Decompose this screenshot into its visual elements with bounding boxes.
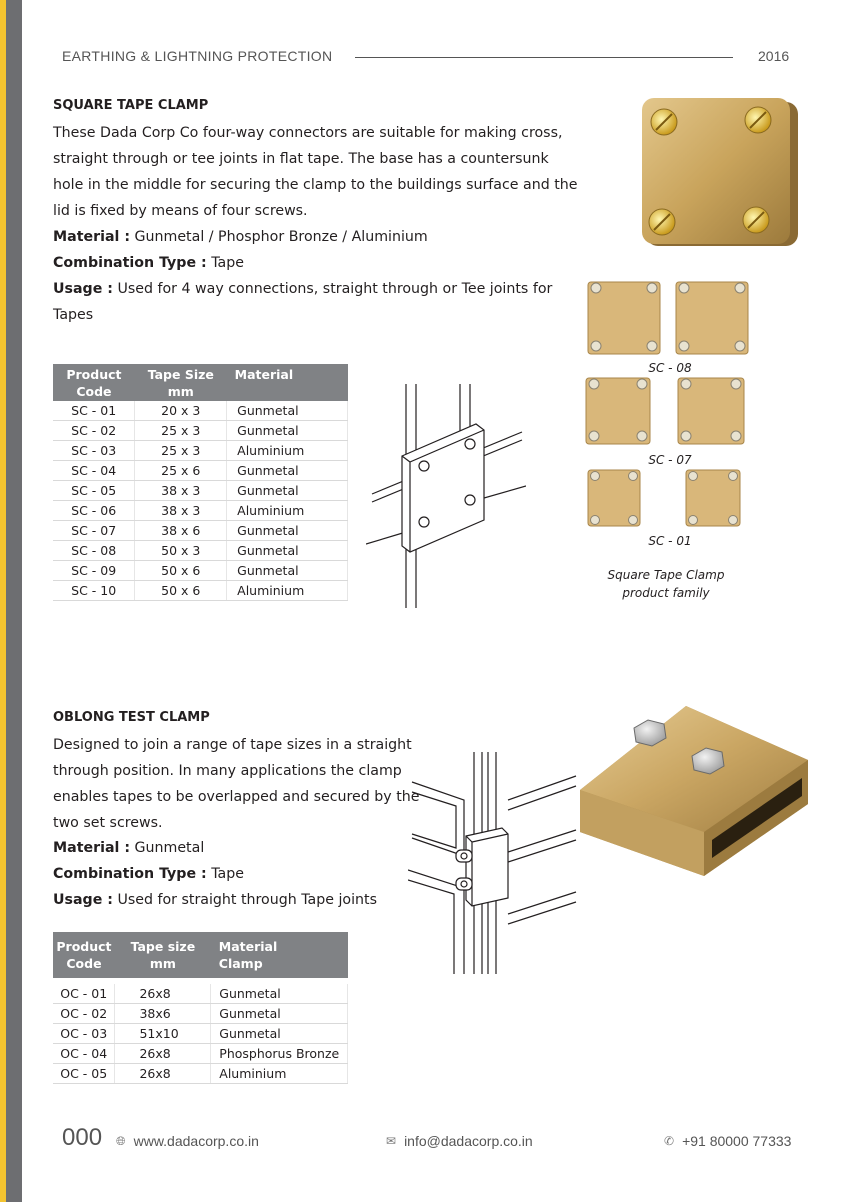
website-link[interactable]: www.dadacorp.co.in xyxy=(133,1133,259,1149)
square-section-title: SQUARE TAPE CLAMP xyxy=(53,98,209,113)
oblong-description-line: through position. In many applications the clamp xyxy=(53,763,402,779)
table-row: SC - 05 38 x 3 Gunmetal xyxy=(53,481,348,501)
oblong-description-line: Designed to join a range of tape sizes in a straight xyxy=(53,737,412,753)
oblong-combination-label: Combination Type : xyxy=(53,866,207,882)
header-rule xyxy=(355,57,733,58)
square-description-line: These Dada Corp Co four-way connectors are suitable for making cross, xyxy=(53,125,563,141)
page-number: 000 xyxy=(62,1124,103,1151)
oblong-section-title: OBLONG TEST CLAMP xyxy=(53,710,210,725)
square-product-table xyxy=(53,364,348,601)
square-combination xyxy=(53,255,244,271)
sc-01-photo xyxy=(582,466,752,530)
page-edge-bar xyxy=(0,0,22,1202)
oblong-material-value: Gunmetal xyxy=(134,840,205,856)
square-material xyxy=(53,229,428,245)
square-combination-label: Combination Type : xyxy=(53,255,207,271)
sc-07-photo xyxy=(582,374,752,448)
square-description-line: hole in the middle for securing the clamp to the buildings surface and the xyxy=(53,177,578,193)
table-row: SC - 02 25 x 3 Gunmetal xyxy=(53,421,348,441)
table-row: SC - 01 20 x 3 Gunmetal xyxy=(53,401,348,421)
table-row: SC - 10 50 x 6 Aluminium xyxy=(53,581,348,601)
phone-number[interactable]: +91 80000 77333 xyxy=(682,1133,792,1149)
family-label-sc-08: SC - 08 xyxy=(648,361,692,375)
square-material-label: Material : xyxy=(53,229,131,245)
globe-icon: 🌐︎ xyxy=(116,1133,126,1148)
table-row: OC - 03 51x10 Gunmetal xyxy=(53,1024,348,1044)
square-combination-value: Tape xyxy=(211,255,244,271)
email-link[interactable]: info@dadacorp.co.in xyxy=(404,1133,533,1149)
square-usage-value: Used for 4 way connections, straight through or Tee joints for xyxy=(117,281,553,297)
square-material-value: Gunmetal / Phosphor Bronze / Aluminium xyxy=(134,229,428,245)
col-header-material: Material xyxy=(227,364,348,401)
oblong-clamp-photo xyxy=(576,700,812,878)
oblong-clamp-installation-drawing xyxy=(408,752,580,974)
family-label-sc-07: SC - 07 xyxy=(648,453,692,467)
col-header-product-code: Product Code xyxy=(53,932,115,978)
oblong-description-line: enables tapes to be overlapped and secured by the xyxy=(53,789,420,805)
table-row: OC - 01 26x8 Gunmetal xyxy=(53,984,348,1004)
footer-phone[interactable] xyxy=(664,1133,791,1149)
sc-08-photo xyxy=(582,278,752,360)
square-usage-continued: Tapes xyxy=(53,307,94,323)
col-header-product-code: Product Code xyxy=(53,364,135,401)
footer-website[interactable] xyxy=(116,1133,259,1149)
oblong-combination xyxy=(53,866,244,882)
table-row: SC - 04 25 x 6 Gunmetal xyxy=(53,461,348,481)
family-caption: Square Tape Clamp product family xyxy=(607,568,725,600)
square-description xyxy=(53,120,578,224)
col-header-tape-size: Tape Size mm xyxy=(135,364,227,401)
table-row: SC - 06 38 x 3 Aluminium xyxy=(53,501,348,521)
header-title: EARTHING & LIGHTNING PROTECTION xyxy=(62,48,333,64)
oblong-description-line: two set screws. xyxy=(53,815,163,831)
phone-icon: ✆ xyxy=(664,1134,675,1148)
table-row: SC - 09 50 x 6 Gunmetal xyxy=(53,561,348,581)
footer-email[interactable] xyxy=(386,1133,533,1149)
square-usage xyxy=(53,281,552,297)
table-row: SC - 08 50 x 3 Gunmetal xyxy=(53,541,348,561)
square-description-line: straight through or tee joints in flat tape. The base has a countersunk xyxy=(53,151,549,167)
header-year: 2016 xyxy=(758,48,790,64)
oblong-usage-value: Used for straight through Tape joints xyxy=(117,892,378,908)
family-label-sc-01: SC - 01 xyxy=(648,534,692,548)
square-clamp-photo xyxy=(640,96,800,250)
col-header-material-clamp: Material Clamp xyxy=(211,932,348,978)
table-row: SC - 03 25 x 3 Aluminium xyxy=(53,441,348,461)
oblong-usage-label: Usage : xyxy=(53,892,113,908)
table-row: OC - 02 38x6 Gunmetal xyxy=(53,1004,348,1024)
col-header-tape-size: Tape size mm xyxy=(115,932,211,978)
table-row: OC - 04 26x8 Phosphorus Bronze xyxy=(53,1044,348,1064)
table-row: OC - 05 26x8 Aluminium xyxy=(53,1064,348,1084)
table-row: SC - 07 38 x 6 Gunmetal xyxy=(53,521,348,541)
square-usage-label: Usage : xyxy=(53,281,113,297)
oblong-description xyxy=(53,732,420,836)
oblong-product-table xyxy=(53,932,348,1084)
oblong-usage xyxy=(53,892,377,908)
square-clamp-installation-drawing xyxy=(366,384,526,608)
oblong-combination-value: Tape xyxy=(211,866,244,882)
square-description-line: lid is fixed by means of four screws. xyxy=(53,203,308,219)
oblong-material-label: Material : xyxy=(53,840,131,856)
oblong-material xyxy=(53,840,204,856)
mail-icon: ✉ xyxy=(386,1134,397,1148)
